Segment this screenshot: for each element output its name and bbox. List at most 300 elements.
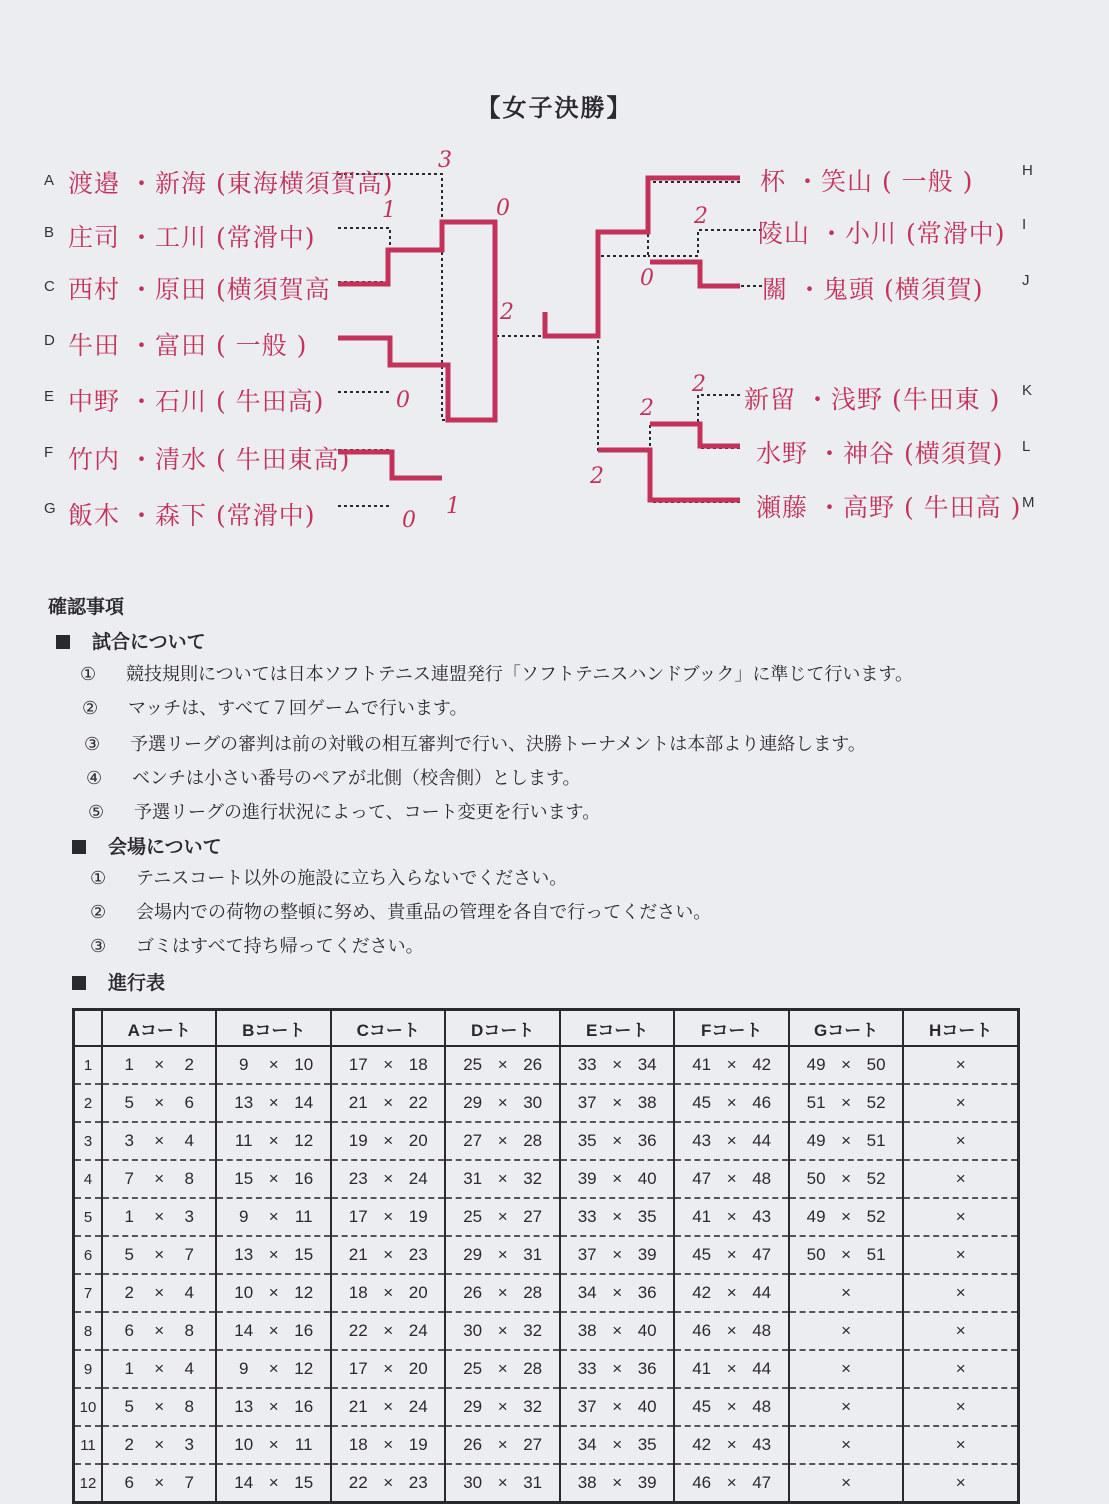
entry-names: 飯木 ・森下 (常滑中) <box>68 501 316 530</box>
table-row <box>74 1198 1019 1236</box>
match-cell <box>789 1350 903 1388</box>
match-team-a: 21 <box>348 1397 368 1416</box>
match-team-b: 48 <box>752 1169 772 1188</box>
versus-mark: × <box>726 1435 737 1454</box>
match-team-b: 51 <box>866 1131 886 1150</box>
match-team-a: 7 <box>124 1169 134 1188</box>
match-team-a: 22 <box>348 1473 368 1492</box>
row-number-header <box>74 1010 103 1047</box>
match-team-b: 30 <box>523 1093 543 1112</box>
versus-mark: × <box>497 1093 508 1112</box>
versus-mark: × <box>726 1321 737 1340</box>
versus-mark: × <box>841 1435 852 1454</box>
match-team-a: 42 <box>692 1283 712 1302</box>
match-cell <box>903 1274 1018 1312</box>
match-team-b: 8 <box>184 1321 194 1340</box>
match-team-a: 43 <box>692 1131 712 1150</box>
versus-mark: × <box>726 1093 737 1112</box>
match-team-a: 11 <box>234 1131 253 1150</box>
match-team-a: 33 <box>577 1359 597 1378</box>
match-team-b: 12 <box>294 1283 314 1302</box>
section-title: 試合について <box>56 627 206 654</box>
match-team-a: 29 <box>463 1093 483 1112</box>
match-cell <box>789 1236 903 1274</box>
match-team-a: 46 <box>692 1473 712 1492</box>
match-team-b: 36 <box>637 1359 657 1378</box>
match-team-b: 4 <box>184 1131 194 1150</box>
versus-mark: × <box>268 1169 279 1188</box>
row-number: 3 <box>74 1122 103 1160</box>
entry-names: 渡邉 ・新海 (東海横須賀高) <box>68 169 394 198</box>
match-team-a: 39 <box>577 1169 597 1188</box>
match-team-a: 29 <box>463 1245 483 1264</box>
versus-mark: × <box>154 1473 165 1492</box>
versus-mark: × <box>612 1473 623 1492</box>
score: 2 <box>694 204 708 229</box>
match-cell <box>102 1274 216 1312</box>
match-cell <box>674 1160 788 1198</box>
match-team-a: 45 <box>692 1093 712 1112</box>
versus-mark: × <box>154 1131 165 1150</box>
versus-mark: × <box>268 1321 279 1340</box>
match-cell <box>789 1464 903 1503</box>
versus-mark: × <box>497 1473 508 1492</box>
match-team-b: 2 <box>184 1055 194 1074</box>
match-team-b: 15 <box>294 1245 314 1264</box>
versus-mark: × <box>726 1283 737 1302</box>
match-team-a: 31 <box>463 1169 483 1188</box>
match-team-a: 45 <box>692 1245 712 1264</box>
versus-mark: × <box>268 1245 279 1264</box>
row-number: 6 <box>74 1236 103 1274</box>
table-header-row <box>74 1010 1019 1047</box>
versus-mark: × <box>268 1207 279 1226</box>
match-team-b: 46 <box>752 1093 772 1112</box>
match-cell <box>216 1274 330 1312</box>
match-cell <box>445 1312 559 1350</box>
match-team-a: 10 <box>234 1435 254 1454</box>
match-cell <box>903 1122 1018 1160</box>
match-cell <box>102 1388 216 1426</box>
match-team-a: 13 <box>234 1245 254 1264</box>
versus-mark: × <box>612 1055 623 1074</box>
versus-mark: × <box>612 1131 623 1150</box>
match-team-b: 11 <box>294 1435 313 1454</box>
versus-mark: × <box>154 1359 165 1378</box>
entry-names: 西村 ・原田 (横須賀高 <box>68 275 331 304</box>
versus-mark: × <box>268 1359 279 1378</box>
match-cell <box>331 1426 445 1464</box>
match-team-a: 34 <box>577 1283 597 1302</box>
match-cell <box>445 1274 559 1312</box>
list-item: ③ 予選リーグの審判は前の対戦の相互審判で行い、決勝トーナメントは本部より連絡します。 <box>84 734 866 755</box>
entry-letter: A <box>44 172 55 189</box>
versus-mark: × <box>268 1055 279 1074</box>
match-cell <box>331 1312 445 1350</box>
match-team-b: 3 <box>184 1207 194 1226</box>
match-cell <box>216 1046 330 1084</box>
match-team-b: 8 <box>184 1169 194 1188</box>
column-header: Aコート <box>102 1010 216 1047</box>
match-cell <box>102 1464 216 1503</box>
match-team-b: 6 <box>184 1093 194 1112</box>
match-cell <box>445 1388 559 1426</box>
match-team-a: 49 <box>806 1055 826 1074</box>
versus-mark: × <box>841 1093 852 1112</box>
match-cell <box>903 1198 1018 1236</box>
entry-letter: I <box>1022 216 1027 233</box>
notes-heading: 確認事項 <box>48 596 125 618</box>
match-team-b: 47 <box>752 1245 772 1264</box>
versus-mark: × <box>612 1435 623 1454</box>
match-team-b: 48 <box>752 1321 772 1340</box>
match-team-a: 46 <box>692 1321 712 1340</box>
versus-mark: × <box>383 1169 394 1188</box>
match-team-a: 18 <box>348 1283 368 1302</box>
match-team-b: 12 <box>294 1131 314 1150</box>
versus-mark: × <box>154 1283 165 1302</box>
versus-mark: × <box>612 1207 623 1226</box>
entry-names: 關 ・鬼頭 (横須賀) <box>762 275 984 304</box>
versus-mark: × <box>497 1397 508 1416</box>
table-row <box>74 1236 1019 1274</box>
versus-mark: × <box>841 1359 852 1378</box>
match-cell <box>331 1160 445 1198</box>
table-row <box>74 1046 1019 1084</box>
match-team-a: 49 <box>806 1207 826 1226</box>
match-team-b: 31 <box>523 1245 543 1264</box>
versus-mark: × <box>383 1283 394 1302</box>
match-cell <box>560 1046 674 1084</box>
versus-mark: × <box>955 1397 966 1416</box>
schedule-table <box>72 1008 1020 1504</box>
score: 2 <box>692 372 706 397</box>
versus-mark: × <box>383 1435 394 1454</box>
match-team-a: 41 <box>692 1055 712 1074</box>
match-team-b: 20 <box>408 1283 428 1302</box>
match-cell <box>789 1388 903 1426</box>
match-team-b: 24 <box>408 1321 428 1340</box>
versus-mark: × <box>154 1321 165 1340</box>
score: 2 <box>590 464 604 489</box>
match-team-b: 3 <box>184 1435 194 1454</box>
match-team-b: 35 <box>637 1207 657 1226</box>
match-team-a: 27 <box>463 1131 483 1150</box>
match-cell <box>674 1236 788 1274</box>
match-team-a: 29 <box>463 1397 483 1416</box>
match-cell <box>331 1198 445 1236</box>
entry-names: 水野 ・神谷 (横須賀) <box>756 439 1004 468</box>
match-team-b: 32 <box>523 1321 543 1340</box>
match-cell <box>560 1388 674 1426</box>
versus-mark: × <box>612 1169 623 1188</box>
row-number: 5 <box>74 1198 103 1236</box>
match-team-a: 37 <box>577 1245 597 1264</box>
match-team-b: 20 <box>408 1131 428 1150</box>
versus-mark: × <box>497 1055 508 1074</box>
versus-mark: × <box>841 1283 852 1302</box>
match-team-a: 10 <box>234 1283 254 1302</box>
versus-mark: × <box>497 1435 508 1454</box>
match-cell <box>789 1160 903 1198</box>
match-cell <box>560 1426 674 1464</box>
table-row <box>74 1274 1019 1312</box>
match-cell <box>903 1084 1018 1122</box>
match-team-a: 35 <box>577 1131 597 1150</box>
match-team-b: 40 <box>637 1321 657 1340</box>
versus-mark: × <box>612 1359 623 1378</box>
match-cell <box>216 1464 330 1503</box>
match-cell <box>560 1084 674 1122</box>
match-cell <box>102 1426 216 1464</box>
match-cell <box>445 1236 559 1274</box>
match-team-b: 39 <box>637 1245 657 1264</box>
match-cell <box>216 1388 330 1426</box>
match-team-b: 34 <box>637 1055 657 1074</box>
versus-mark: × <box>154 1435 165 1454</box>
versus-mark: × <box>268 1473 279 1492</box>
versus-mark: × <box>497 1245 508 1264</box>
versus-mark: × <box>154 1055 165 1074</box>
score: 2 <box>640 396 654 421</box>
versus-mark: × <box>726 1055 737 1074</box>
match-team-b: 31 <box>523 1473 543 1492</box>
entry-letter: K <box>1022 382 1033 399</box>
match-team-b: 11 <box>294 1207 313 1226</box>
match-cell <box>903 1046 1018 1084</box>
entry-names: 新留 ・浅野 (牛田東 ) <box>744 385 1001 414</box>
entry-letter: H <box>1022 162 1033 179</box>
entry-names: 陵山 ・小川 (常滑中) <box>758 219 1006 248</box>
match-cell <box>903 1426 1018 1464</box>
match-team-a: 19 <box>348 1131 368 1150</box>
match-cell <box>445 1084 559 1122</box>
match-team-b: 23 <box>408 1473 428 1492</box>
match-team-b: 8 <box>184 1397 194 1416</box>
column-header: Fコート <box>674 1010 788 1047</box>
match-team-a: 18 <box>348 1435 368 1454</box>
match-cell <box>216 1084 330 1122</box>
versus-mark: × <box>383 1055 394 1074</box>
entry-names: 瀬藤 ・高野 ( 牛田高 ) <box>756 493 1022 522</box>
match-team-a: 37 <box>577 1093 597 1112</box>
versus-mark: × <box>497 1207 508 1226</box>
match-team-a: 25 <box>463 1207 483 1226</box>
table-row <box>74 1084 1019 1122</box>
match-team-b: 16 <box>294 1169 314 1188</box>
list-item: ① テニスコート以外の施設に立ち入らないでください。 <box>90 868 568 889</box>
match-cell <box>903 1312 1018 1350</box>
versus-mark: × <box>955 1207 966 1226</box>
versus-mark: × <box>955 1473 966 1492</box>
versus-mark: × <box>497 1321 508 1340</box>
versus-mark: × <box>955 1283 966 1302</box>
match-team-a: 50 <box>806 1245 826 1264</box>
versus-mark: × <box>955 1359 966 1378</box>
match-cell <box>331 1464 445 1503</box>
entry-names: 中野 ・石川 ( 牛田高) <box>68 387 325 416</box>
match-cell <box>560 1236 674 1274</box>
match-team-a: 17 <box>348 1207 368 1226</box>
versus-mark: × <box>955 1435 966 1454</box>
match-team-a: 21 <box>348 1245 368 1264</box>
match-cell <box>674 1426 788 1464</box>
row-number: 1 <box>74 1046 103 1084</box>
match-cell <box>674 1350 788 1388</box>
match-team-a: 2 <box>124 1283 134 1302</box>
match-team-b: 52 <box>866 1207 886 1226</box>
match-team-b: 18 <box>408 1055 428 1074</box>
match-team-b: 27 <box>523 1207 543 1226</box>
match-cell <box>903 1160 1018 1198</box>
versus-mark: × <box>383 1397 394 1416</box>
match-team-b: 20 <box>408 1359 428 1378</box>
versus-mark: × <box>383 1321 394 1340</box>
match-team-b: 19 <box>408 1207 428 1226</box>
match-cell <box>331 1236 445 1274</box>
entry-letter: L <box>1022 438 1031 455</box>
match-team-a: 26 <box>463 1435 483 1454</box>
versus-mark: × <box>383 1245 394 1264</box>
match-team-a: 38 <box>577 1321 597 1340</box>
match-team-a: 41 <box>692 1359 712 1378</box>
score: 1 <box>446 494 460 519</box>
versus-mark: × <box>841 1397 852 1416</box>
match-team-a: 5 <box>124 1093 134 1112</box>
match-cell <box>674 1198 788 1236</box>
match-team-b: 38 <box>637 1093 657 1112</box>
row-number: 9 <box>74 1350 103 1388</box>
versus-mark: × <box>955 1245 966 1264</box>
match-team-a: 5 <box>124 1397 134 1416</box>
versus-mark: × <box>268 1093 279 1112</box>
match-cell <box>560 1274 674 1312</box>
column-header: Eコート <box>560 1010 674 1047</box>
row-number: 12 <box>74 1464 103 1503</box>
versus-mark: × <box>726 1131 737 1150</box>
match-team-a: 34 <box>577 1435 597 1454</box>
match-team-a: 30 <box>463 1473 483 1492</box>
match-team-a: 1 <box>124 1359 134 1378</box>
match-team-a: 30 <box>463 1321 483 1340</box>
match-team-a: 47 <box>692 1169 712 1188</box>
entry-names: 竹内 ・清水 ( 牛田東高) <box>68 445 351 474</box>
table-row <box>74 1464 1019 1503</box>
row-number: 4 <box>74 1160 103 1198</box>
score: 3 <box>438 148 452 173</box>
match-team-a: 9 <box>238 1207 249 1226</box>
match-cell <box>560 1122 674 1160</box>
match-cell <box>102 1122 216 1160</box>
match-cell <box>102 1046 216 1084</box>
versus-mark: × <box>154 1245 165 1264</box>
match-team-b: 32 <box>523 1397 543 1416</box>
versus-mark: × <box>841 1473 852 1492</box>
versus-mark: × <box>268 1131 279 1150</box>
match-cell <box>216 1312 330 1350</box>
match-team-a: 49 <box>806 1131 826 1150</box>
versus-mark: × <box>154 1397 165 1416</box>
entry-names: 杯 ・笑山 ( 一般 ) <box>760 167 974 196</box>
table-row <box>74 1312 1019 1350</box>
match-cell <box>560 1160 674 1198</box>
versus-mark: × <box>726 1245 737 1264</box>
row-number: 8 <box>74 1312 103 1350</box>
column-header: Cコート <box>331 1010 445 1047</box>
match-team-b: 52 <box>866 1093 886 1112</box>
score: 0 <box>640 266 654 291</box>
versus-mark: × <box>955 1131 966 1150</box>
versus-mark: × <box>268 1397 279 1416</box>
match-cell <box>331 1046 445 1084</box>
match-team-b: 10 <box>294 1055 314 1074</box>
versus-mark: × <box>726 1169 737 1188</box>
match-team-a: 50 <box>806 1169 826 1188</box>
match-team-a: 15 <box>234 1169 254 1188</box>
versus-mark: × <box>726 1397 737 1416</box>
table-row <box>74 1388 1019 1426</box>
match-cell <box>560 1350 674 1388</box>
list-item: ① 競技規則については日本ソフトテニス連盟発行「ソフトテニスハンドブック」に準じて行います。 <box>80 664 913 685</box>
match-team-b: 44 <box>752 1131 772 1150</box>
versus-mark: × <box>612 1397 623 1416</box>
match-cell <box>789 1426 903 1464</box>
versus-mark: × <box>154 1169 165 1188</box>
versus-mark: × <box>383 1359 394 1378</box>
match-team-b: 43 <box>752 1435 772 1454</box>
match-team-b: 12 <box>294 1359 314 1378</box>
match-team-a: 37 <box>577 1397 597 1416</box>
versus-mark: × <box>955 1093 966 1112</box>
entry-letter: E <box>44 388 55 405</box>
match-cell <box>102 1084 216 1122</box>
match-cell <box>789 1312 903 1350</box>
match-team-a: 42 <box>692 1435 712 1454</box>
score: 2 <box>500 300 514 325</box>
square-bullet-icon <box>72 840 86 854</box>
match-team-b: 28 <box>523 1359 543 1378</box>
match-team-b: 47 <box>752 1473 772 1492</box>
match-team-b: 32 <box>523 1169 543 1188</box>
match-team-a: 26 <box>463 1283 483 1302</box>
match-cell <box>674 1464 788 1503</box>
versus-mark: × <box>726 1207 737 1226</box>
match-cell <box>674 1046 788 1084</box>
versus-mark: × <box>726 1473 737 1492</box>
match-cell <box>789 1122 903 1160</box>
versus-mark: × <box>268 1435 279 1454</box>
match-team-a: 2 <box>124 1435 134 1454</box>
match-team-a: 33 <box>577 1055 597 1074</box>
score: 0 <box>402 508 416 533</box>
match-cell <box>331 1388 445 1426</box>
versus-mark: × <box>383 1093 394 1112</box>
column-header: Gコート <box>789 1010 903 1047</box>
versus-mark: × <box>726 1359 737 1378</box>
versus-mark: × <box>955 1321 966 1340</box>
match-cell <box>674 1274 788 1312</box>
match-team-a: 5 <box>124 1245 134 1264</box>
versus-mark: × <box>841 1245 852 1264</box>
match-team-a: 6 <box>124 1473 134 1492</box>
row-number: 10 <box>74 1388 103 1426</box>
entry-letter: D <box>44 332 55 349</box>
match-cell <box>560 1312 674 1350</box>
match-cell <box>216 1350 330 1388</box>
row-number: 7 <box>74 1274 103 1312</box>
match-team-b: 50 <box>866 1055 886 1074</box>
match-cell <box>445 1160 559 1198</box>
